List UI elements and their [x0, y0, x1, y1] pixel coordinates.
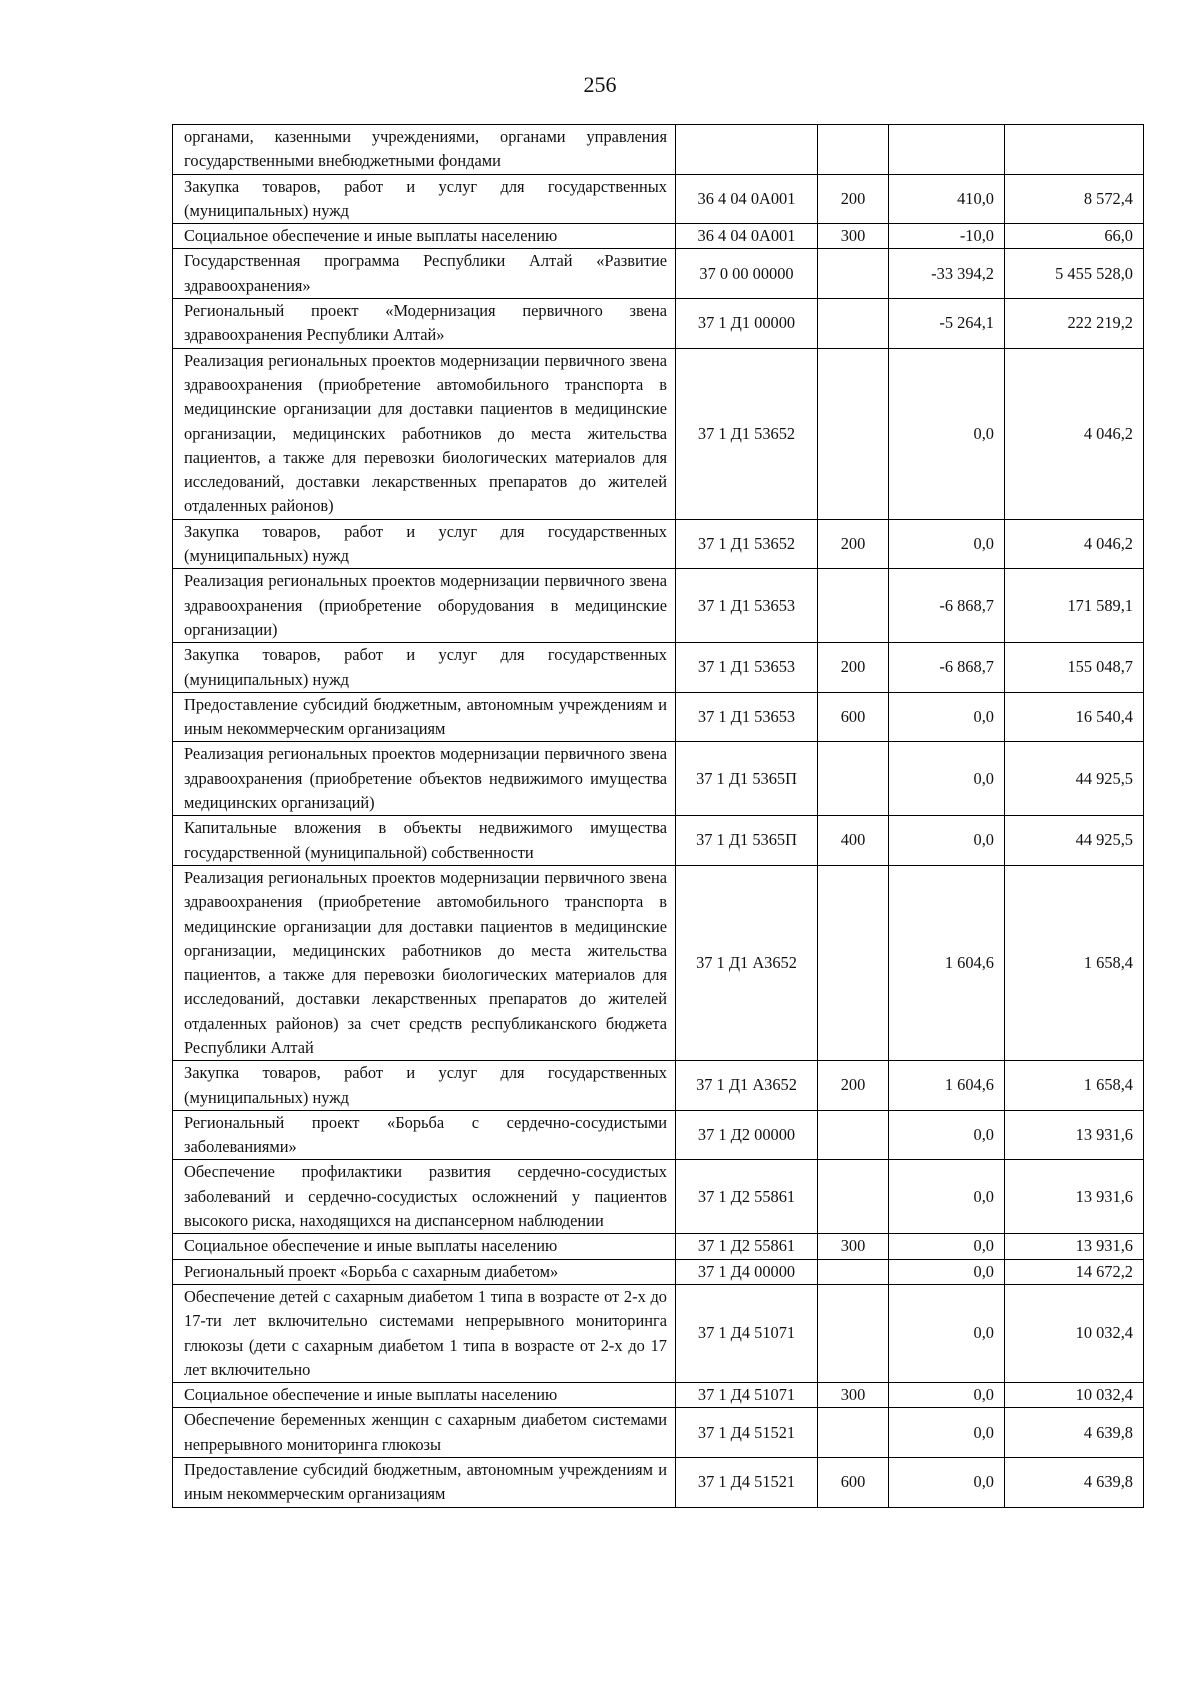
target-code-cell: 37 1 Д1 5365П	[676, 742, 818, 816]
total-amount-cell: 66,0	[1005, 224, 1144, 249]
target-code-cell: 37 1 Д1 А3652	[676, 865, 818, 1060]
change-amount-cell: 0,0	[889, 1110, 1005, 1160]
change-amount-cell: 0,0	[889, 1383, 1005, 1408]
target-code-cell: 37 1 Д2 55861	[676, 1234, 818, 1259]
total-amount-cell: 4 639,8	[1005, 1408, 1144, 1458]
expense-type-cell: 600	[818, 1458, 889, 1508]
target-code-cell: 36 4 04 0А001	[676, 224, 818, 249]
expense-name-cell: Предоставление субсидий бюджетным, автономным учреждениям и иным некоммерческим организациям	[173, 1458, 676, 1508]
change-amount-cell: 0,0	[889, 692, 1005, 742]
total-amount-cell: 1 658,4	[1005, 1061, 1144, 1111]
target-code-cell: 37 1 Д1 00000	[676, 299, 818, 349]
table-row	[173, 1458, 1144, 1508]
expense-name-cell: Региональный проект «Модернизация первичного звена здравоохранения Республики Алтай»	[173, 299, 676, 349]
total-amount-cell	[1005, 125, 1144, 175]
table-row	[173, 816, 1144, 866]
expense-type-cell	[818, 1408, 889, 1458]
expense-name-cell: Реализация региональных проектов модернизации первичного звена здравоохранения (приобретение автомобильного транспорта в медицинские организации для доставки пациентов в медицинские организации, медицинских работников до места жительства пациентов, а также для перевозки биологических материалов для исследований, доставки лекарственных препаратов до жителей отдаленных районов)	[173, 348, 676, 519]
expense-name-cell: Социальное обеспечение и иные выплаты населению	[173, 1234, 676, 1259]
total-amount-cell: 13 931,6	[1005, 1234, 1144, 1259]
table-row	[173, 1259, 1144, 1284]
expense-type-cell: 200	[818, 519, 889, 569]
target-code-cell	[676, 125, 818, 175]
expense-name-cell: Обеспечение детей с сахарным диабетом 1 типа в возрасте от 2-х до 17-ти лет включительно системами непрерывного мониторинга глюкозы (дети с сахарным диабетом 1 типа в возрасте от 2-х до 17 лет включительно	[173, 1284, 676, 1382]
total-amount-cell: 155 048,7	[1005, 643, 1144, 693]
expense-name-cell: Региональный проект «Борьба с сердечно-сосудистыми заболеваниями»	[173, 1110, 676, 1160]
table-row	[173, 1383, 1144, 1408]
table-row	[173, 249, 1144, 299]
target-code-cell: 37 1 Д1 53652	[676, 519, 818, 569]
expense-name-cell: Социальное обеспечение и иные выплаты населению	[173, 1383, 676, 1408]
target-code-cell: 37 1 Д1 А3652	[676, 1061, 818, 1111]
expense-type-cell: 200	[818, 174, 889, 224]
target-code-cell: 37 1 Д2 00000	[676, 1110, 818, 1160]
expense-type-cell: 300	[818, 224, 889, 249]
expense-name-cell: Региональный проект «Борьба с сахарным диабетом»	[173, 1259, 676, 1284]
target-code-cell: 37 1 Д1 5365П	[676, 816, 818, 866]
expense-type-cell	[818, 125, 889, 175]
total-amount-cell: 10 032,4	[1005, 1383, 1144, 1408]
total-amount-cell: 44 925,5	[1005, 816, 1144, 866]
expense-name-cell: Государственная программа Республики Алтай «Развитие здравоохранения»	[173, 249, 676, 299]
expense-type-cell: 200	[818, 643, 889, 693]
table-row	[173, 299, 1144, 349]
total-amount-cell: 14 672,2	[1005, 1259, 1144, 1284]
expense-type-cell: 600	[818, 692, 889, 742]
expense-name-cell: Социальное обеспечение и иные выплаты населению	[173, 224, 676, 249]
change-amount-cell: -5 264,1	[889, 299, 1005, 349]
expense-type-cell: 400	[818, 816, 889, 866]
target-code-cell: 37 1 Д4 51521	[676, 1408, 818, 1458]
table-row	[173, 1061, 1144, 1111]
target-code-cell: 36 4 04 0А001	[676, 174, 818, 224]
expense-type-cell	[818, 1160, 889, 1234]
change-amount-cell: -33 394,2	[889, 249, 1005, 299]
expense-type-cell	[818, 1284, 889, 1382]
budget-table-body	[173, 125, 1144, 1508]
target-code-cell: 37 1 Д4 51521	[676, 1458, 818, 1508]
target-code-cell: 37 0 00 00000	[676, 249, 818, 299]
table-row	[173, 519, 1144, 569]
change-amount-cell: 1 604,6	[889, 865, 1005, 1060]
change-amount-cell: 0,0	[889, 1284, 1005, 1382]
expense-name-cell: Реализация региональных проектов модернизации первичного звена здравоохранения (приобретение автомобильного транспорта в медицинские организации для доставки пациентов в медицинские организации, медицинских работников до места жительства пациентов, а также для перевозки биологических материалов для исследований, доставки лекарственных препаратов до жителей отдаленных районов) за счет средств республиканского бюджета Республики Алтай	[173, 865, 676, 1060]
expense-type-cell: 300	[818, 1383, 889, 1408]
table-row	[173, 865, 1144, 1060]
table-row	[173, 692, 1144, 742]
expense-name-cell: Реализация региональных проектов модернизации первичного звена здравоохранения (приобретение объектов недвижимого имущества медицинских организаций)	[173, 742, 676, 816]
total-amount-cell: 4 046,2	[1005, 519, 1144, 569]
target-code-cell: 37 1 Д1 53653	[676, 643, 818, 693]
total-amount-cell: 13 931,6	[1005, 1110, 1144, 1160]
change-amount-cell: 0,0	[889, 1458, 1005, 1508]
change-amount-cell: 0,0	[889, 1234, 1005, 1259]
total-amount-cell: 4 639,8	[1005, 1458, 1144, 1508]
change-amount-cell: 0,0	[889, 1160, 1005, 1234]
expense-type-cell	[818, 865, 889, 1060]
expense-type-cell: 200	[818, 1061, 889, 1111]
table-row	[173, 742, 1144, 816]
change-amount-cell: 0,0	[889, 816, 1005, 866]
change-amount-cell: -6 868,7	[889, 569, 1005, 643]
expense-type-cell	[818, 569, 889, 643]
target-code-cell: 37 1 Д1 53653	[676, 692, 818, 742]
table-row	[173, 174, 1144, 224]
expense-type-cell	[818, 742, 889, 816]
expense-name-cell: Обеспечение профилактики развития сердечно-сосудистых заболеваний и сердечно-сосудистых осложнений у пациентов высокого риска, находящихся на диспансерном наблюдении	[173, 1160, 676, 1234]
expense-type-cell	[818, 348, 889, 519]
target-code-cell: 37 1 Д1 53652	[676, 348, 818, 519]
table-row	[173, 1160, 1144, 1234]
total-amount-cell: 171 589,1	[1005, 569, 1144, 643]
target-code-cell: 37 1 Д4 51071	[676, 1284, 818, 1382]
expense-type-cell	[818, 1110, 889, 1160]
total-amount-cell: 222 219,2	[1005, 299, 1144, 349]
total-amount-cell: 5 455 528,0	[1005, 249, 1144, 299]
expense-name-cell: Обеспечение беременных женщин с сахарным диабетом системами непрерывного мониторинга глюкозы	[173, 1408, 676, 1458]
budget-table	[172, 124, 1144, 1508]
table-row	[173, 125, 1144, 175]
expense-type-cell	[818, 1259, 889, 1284]
total-amount-cell: 8 572,4	[1005, 174, 1144, 224]
table-row	[173, 569, 1144, 643]
total-amount-cell: 13 931,6	[1005, 1160, 1144, 1234]
expense-type-cell: 300	[818, 1234, 889, 1259]
expense-name-cell: Закупка товаров, работ и услуг для государственных (муниципальных) нужд	[173, 519, 676, 569]
table-row	[173, 348, 1144, 519]
expense-type-cell	[818, 249, 889, 299]
total-amount-cell: 1 658,4	[1005, 865, 1144, 1060]
target-code-cell: 37 1 Д4 51071	[676, 1383, 818, 1408]
expense-name-cell: Закупка товаров, работ и услуг для государственных (муниципальных) нужд	[173, 174, 676, 224]
total-amount-cell: 16 540,4	[1005, 692, 1144, 742]
change-amount-cell: 0,0	[889, 519, 1005, 569]
change-amount-cell: 410,0	[889, 174, 1005, 224]
table-row	[173, 224, 1144, 249]
expense-name-cell: Предоставление субсидий бюджетным, автономным учреждениям и иным некоммерческим организациям	[173, 692, 676, 742]
total-amount-cell: 10 032,4	[1005, 1284, 1144, 1382]
expense-name-cell: Закупка товаров, работ и услуг для государственных (муниципальных) нужд	[173, 643, 676, 693]
total-amount-cell: 4 046,2	[1005, 348, 1144, 519]
table-row	[173, 1408, 1144, 1458]
target-code-cell: 37 1 Д1 53653	[676, 569, 818, 643]
change-amount-cell: -10,0	[889, 224, 1005, 249]
change-amount-cell: -6 868,7	[889, 643, 1005, 693]
target-code-cell: 37 1 Д2 55861	[676, 1160, 818, 1234]
table-row	[173, 1284, 1144, 1382]
page-number: 256	[583, 72, 617, 97]
change-amount-cell: 0,0	[889, 742, 1005, 816]
change-amount-cell: 0,0	[889, 1259, 1005, 1284]
change-amount-cell: 1 604,6	[889, 1061, 1005, 1111]
expense-name-cell: Закупка товаров, работ и услуг для государственных (муниципальных) нужд	[173, 1061, 676, 1111]
expense-name-cell: Реализация региональных проектов модернизации первичного звена здравоохранения (приобретение оборудования в медицинские организации)	[173, 569, 676, 643]
change-amount-cell: 0,0	[889, 348, 1005, 519]
table-row	[173, 643, 1144, 693]
table-row	[173, 1110, 1144, 1160]
change-amount-cell: 0,0	[889, 1408, 1005, 1458]
expense-name-cell: Капитальные вложения в объекты недвижимого имущества государственной (муниципальной) собственности	[173, 816, 676, 866]
expense-type-cell	[818, 299, 889, 349]
target-code-cell: 37 1 Д4 00000	[676, 1259, 818, 1284]
table-row	[173, 1234, 1144, 1259]
expense-name-cell: органами, казенными учреждениями, органами управления государственными внебюджетными фондами	[173, 125, 676, 175]
total-amount-cell: 44 925,5	[1005, 742, 1144, 816]
change-amount-cell	[889, 125, 1005, 175]
